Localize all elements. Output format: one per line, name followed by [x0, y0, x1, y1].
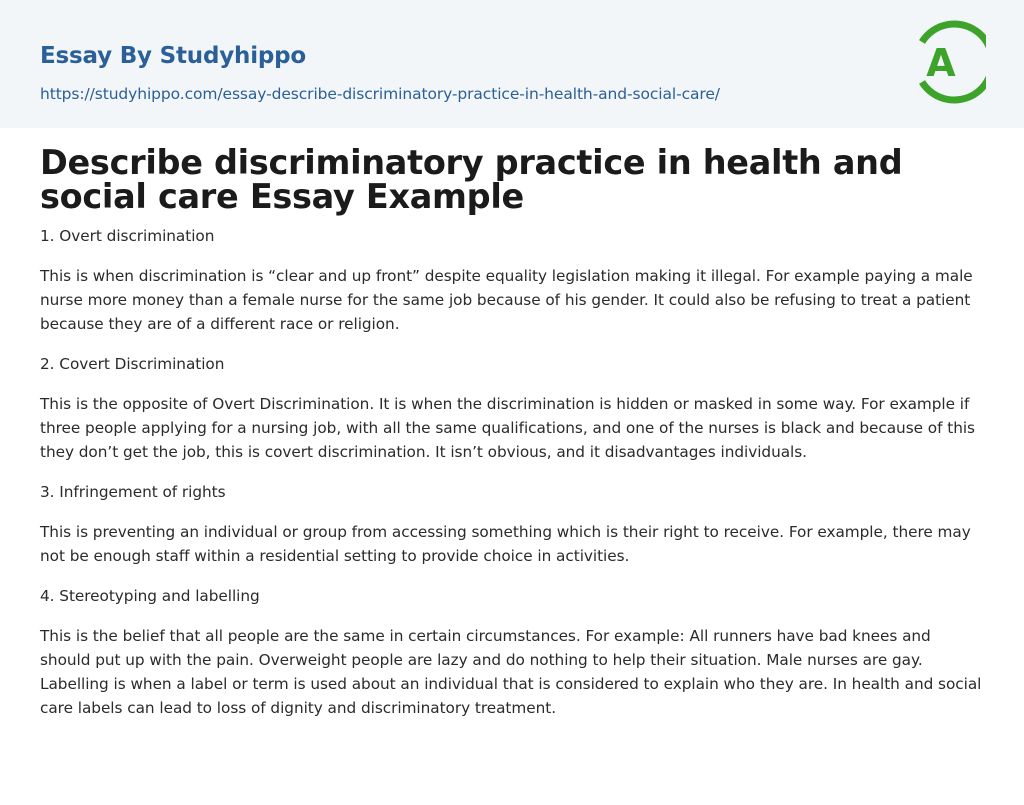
essay-title: Describe discriminatory practice in health and social care Essay Example: [40, 143, 903, 216]
site-title[interactable]: Essay By Studyhippo: [40, 43, 307, 69]
paragraph-infringement: This is preventing an individual or group from accessing something which is their right to receive. For example, there may not be enough staff within a residential setting to provide choice in activities.: [40, 523, 971, 565]
paragraph-overt: This is when discrimination is “clear and up front” despite equality legislation making it illegal. For example paying a male nurse more money than a female nurse for the same job because of his gender. It could also be refusing to treat a patient because they are of a different race or religion.: [40, 267, 973, 333]
studyhippo-logo-icon[interactable]: [914, 18, 986, 106]
article-content: [0, 128, 1024, 720]
section-heading-covert: 2. Covert Discrimination: [40, 355, 225, 373]
section-heading-overt: 1. Overt discrimination: [40, 227, 215, 245]
paragraph-stereotyping: This is the belief that all people are the same in certain circumstances. For example: All runners have bad knees and should put up with the pain. Overweight people are lazy and do nothing to help their situation. Male nurses are gay. Labelling is when a label or term is used about an individual that is considered to explain who they are. In health and social care labels can lead to loss of dignity and discriminatory treatment.: [40, 627, 982, 717]
paragraph-covert: This is the opposite of Overt Discrimination. It is when the discrimination is hidden or masked in some way. For example if three people applying for a nursing job, with all the same qualifications, and one of the nurses is black and because of this they don’t get the job, this is covert discrimination. It isn’t obvious, and it disadvantages individuals.: [40, 395, 975, 461]
essay-url-link[interactable]: https://studyhippo.com/essay-describe-discriminatory-practice-in-health-and-social-care/: [40, 85, 720, 103]
section-heading-stereotyping: 4. Stereotyping and labelling: [40, 587, 260, 605]
logo-letter: A: [926, 41, 956, 85]
section-heading-infringement: 3. Infringement of rights: [40, 483, 226, 501]
site-header: [0, 0, 1024, 128]
